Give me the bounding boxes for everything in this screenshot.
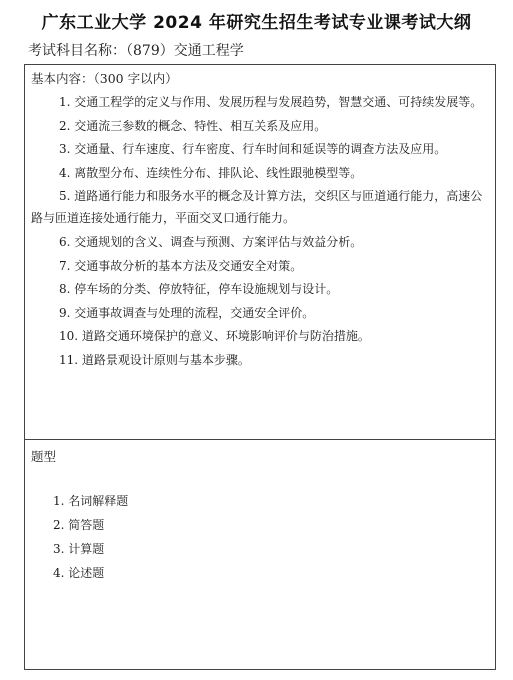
subject-name: 考试科目名称：（879）交通工程学 <box>28 43 244 59</box>
content-item: 5. 道路通行能力和服务水平的概念及计算方法，交织区与匝道通行能力，高速公路与匝道连接处通行能力，平面交叉口通行能力。 <box>31 189 483 226</box>
content-item: 8. 停车场的分类、停放特征，停车设施规划与设计。 <box>59 282 339 297</box>
section-divider <box>25 439 495 440</box>
page-title: 广东工业大学 2024 年研究生招生考试专业课考试大纲 <box>41 13 472 33</box>
question-type-item: 1. 名词解释题 <box>53 494 129 508</box>
content-item: 2. 交通流三参数的概念、特性、相互关系及应用。 <box>59 118 327 133</box>
content-item: 1. 交通工程学的定义与作用、发展历程与发展趋势，智慧交通、可持续发展等。 <box>59 95 483 109</box>
content-item: 7. 交通事故分析的基本方法及交通安全对策。 <box>59 258 303 273</box>
content-list <box>31 91 493 373</box>
content-item: 10. 道路交通环境保护的意义、环境影响评价与防治措施。 <box>59 329 370 344</box>
content-item: 9. 交通事故调查与处理的流程，交通安全评价。 <box>59 305 315 320</box>
content-item: 4. 离散型分布、连续性分布、排队论、线性跟驰模型等。 <box>59 165 363 180</box>
content-item: 6. 交通规划的含义、调查与预测、方案评估与效益分析。 <box>59 234 363 249</box>
question-type-item: 4. 论述题 <box>53 566 105 580</box>
content-item: 3. 交通量、行车速度、行车密度、行车时间和延误等的调查方法及应用。 <box>59 142 447 157</box>
question-type-item: 3. 计算题 <box>53 542 105 556</box>
question-type-item: 2. 简答题 <box>53 518 105 532</box>
question-types-heading: 题型 <box>31 449 57 464</box>
content-section-heading: 基本内容：（300 字以内） <box>31 71 178 86</box>
question-types-list <box>31 489 493 585</box>
content-item: 11. 道路景观设计原则与基本步骤。 <box>59 352 250 367</box>
outline-table <box>24 64 496 670</box>
